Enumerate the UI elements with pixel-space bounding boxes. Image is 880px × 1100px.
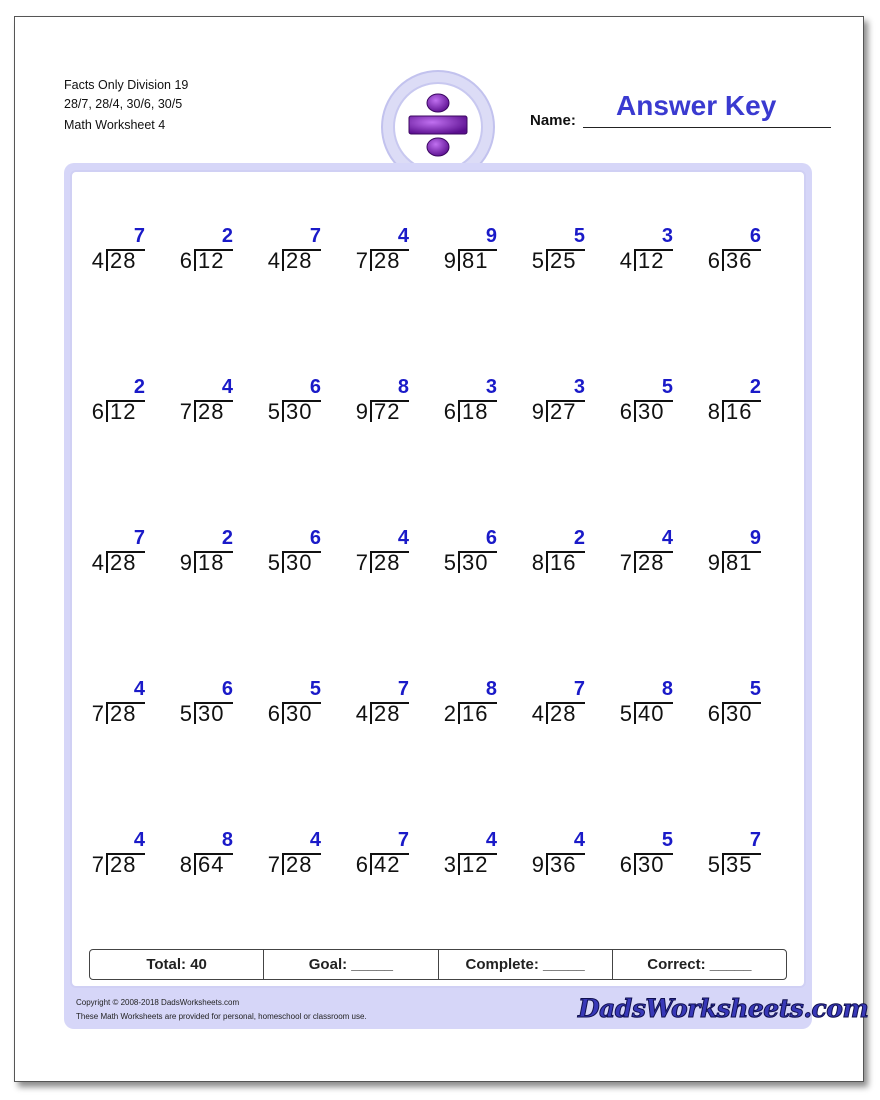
dividend: 42 bbox=[374, 852, 401, 877]
division-problem bbox=[176, 225, 256, 295]
division-problem bbox=[88, 225, 168, 295]
dividend: 28 bbox=[286, 852, 313, 877]
quotient-answer: 4 bbox=[397, 225, 409, 247]
dividend: 12 bbox=[638, 248, 665, 273]
dividend: 12 bbox=[462, 852, 489, 877]
dividend: 27 bbox=[550, 399, 577, 424]
quotient-answer: 8 bbox=[397, 376, 409, 398]
divisor: 5 bbox=[707, 852, 720, 877]
division-problem bbox=[616, 225, 696, 295]
quotient-answer: 7 bbox=[573, 678, 585, 700]
correct-cell: Correct: _____ bbox=[647, 956, 752, 973]
divisor: 4 bbox=[619, 248, 632, 273]
quotient-answer: 7 bbox=[309, 225, 321, 247]
quotient-answer: 5 bbox=[309, 678, 321, 700]
divisor: 6 bbox=[355, 852, 368, 877]
score-bar bbox=[89, 949, 787, 980]
division-problem bbox=[528, 527, 608, 597]
dividend: 28 bbox=[638, 550, 665, 575]
divisor: 6 bbox=[267, 701, 280, 726]
complete-cell: Complete: _____ bbox=[439, 950, 613, 979]
quotient-answer: 6 bbox=[309, 527, 321, 549]
dividend: 30 bbox=[286, 701, 313, 726]
dividend: 64 bbox=[198, 852, 225, 877]
quotient-answer: 8 bbox=[661, 678, 673, 700]
quotient-answer: 6 bbox=[309, 376, 321, 398]
dividend: 28 bbox=[286, 248, 313, 273]
division-problem bbox=[528, 376, 608, 446]
divisor: 7 bbox=[91, 701, 104, 726]
divisor: 4 bbox=[355, 701, 368, 726]
divisor: 6 bbox=[707, 248, 720, 273]
division-problem bbox=[616, 376, 696, 446]
worksheet-facts: 28/7, 28/4, 30/6, 30/5 bbox=[64, 97, 183, 111]
dividend: 16 bbox=[462, 701, 489, 726]
division-problem bbox=[176, 527, 256, 597]
worksheet-number: Math Worksheet 4 bbox=[64, 118, 166, 132]
divisor: 7 bbox=[355, 550, 368, 575]
division-problem bbox=[176, 678, 256, 748]
dividend: 30 bbox=[462, 550, 489, 575]
dividend: 28 bbox=[110, 852, 137, 877]
divisor: 5 bbox=[619, 701, 632, 726]
quotient-answer: 4 bbox=[133, 678, 145, 700]
divisor: 9 bbox=[355, 399, 368, 424]
dividend: 36 bbox=[550, 852, 577, 877]
answer-key-text: Answer Key bbox=[616, 90, 777, 121]
division-problem bbox=[264, 829, 344, 899]
divisor: 5 bbox=[443, 550, 456, 575]
divisor: 7 bbox=[267, 852, 280, 877]
usage-text: These Math Worksheets are provided for personal, homeschool or classroom use. bbox=[76, 1012, 367, 1021]
divisor: 4 bbox=[267, 248, 280, 273]
quotient-answer: 2 bbox=[749, 376, 761, 398]
dividend: 28 bbox=[110, 248, 137, 273]
division-problem bbox=[352, 678, 432, 748]
quotient-answer: 9 bbox=[749, 527, 761, 549]
division-problem bbox=[616, 527, 696, 597]
division-problem bbox=[440, 829, 520, 899]
divisor: 2 bbox=[443, 701, 456, 726]
quotient-answer: 4 bbox=[309, 829, 321, 851]
quotient-answer: 4 bbox=[133, 829, 145, 851]
dividend: 81 bbox=[462, 248, 489, 273]
divisor: 6 bbox=[179, 248, 192, 273]
division-problem bbox=[704, 527, 784, 597]
dividend: 35 bbox=[726, 852, 753, 877]
division-problem bbox=[528, 225, 608, 295]
divisor: 8 bbox=[531, 550, 544, 575]
quotient-answer: 4 bbox=[661, 527, 673, 549]
goal-cell: Goal: _____ bbox=[264, 950, 438, 979]
divisor: 6 bbox=[619, 399, 632, 424]
divisor: 9 bbox=[443, 248, 456, 273]
divisor: 6 bbox=[91, 399, 104, 424]
division-problem bbox=[176, 376, 256, 446]
quotient-answer: 2 bbox=[133, 376, 145, 398]
quotient-answer: 7 bbox=[133, 527, 145, 549]
copyright-text: Copyright © 2008-2018 DadsWorksheets.com bbox=[76, 998, 240, 1007]
divisor: 5 bbox=[267, 550, 280, 575]
divisor: 8 bbox=[707, 399, 720, 424]
quotient-answer: 5 bbox=[661, 829, 673, 851]
division-problem bbox=[352, 376, 432, 446]
divisor: 5 bbox=[179, 701, 192, 726]
quotient-answer: 7 bbox=[397, 678, 409, 700]
quotient-answer: 6 bbox=[221, 678, 233, 700]
division-problem bbox=[88, 376, 168, 446]
quotient-answer: 4 bbox=[485, 829, 497, 851]
divisor: 9 bbox=[707, 550, 720, 575]
dividend: 16 bbox=[726, 399, 753, 424]
dividend: 40 bbox=[638, 701, 665, 726]
dividend: 30 bbox=[726, 701, 753, 726]
dividend: 30 bbox=[286, 399, 313, 424]
division-problem bbox=[616, 678, 696, 748]
divisor: 9 bbox=[531, 399, 544, 424]
divisor: 5 bbox=[267, 399, 280, 424]
dividend: 18 bbox=[198, 550, 225, 575]
division-problem bbox=[88, 527, 168, 597]
division-problem bbox=[88, 829, 168, 899]
division-problem bbox=[352, 527, 432, 597]
quotient-answer: 8 bbox=[221, 829, 233, 851]
division-problem bbox=[616, 829, 696, 899]
division-problem bbox=[440, 225, 520, 295]
dividend: 25 bbox=[550, 248, 577, 273]
division-problem bbox=[264, 678, 344, 748]
divisor: 3 bbox=[443, 852, 456, 877]
dividend: 28 bbox=[110, 550, 137, 575]
divisor: 9 bbox=[179, 550, 192, 575]
dividend: 28 bbox=[374, 550, 401, 575]
quotient-answer: 9 bbox=[485, 225, 497, 247]
dividend: 36 bbox=[726, 248, 753, 273]
quotient-answer: 6 bbox=[749, 225, 761, 247]
division-problem bbox=[176, 829, 256, 899]
division-problem bbox=[352, 829, 432, 899]
division-problem bbox=[264, 527, 344, 597]
divisor: 7 bbox=[355, 248, 368, 273]
brand-logo: DadsWorksheets.com bbox=[578, 994, 869, 1023]
total-cell: Total: 40 bbox=[90, 950, 264, 979]
division-problem bbox=[440, 376, 520, 446]
divisor: 6 bbox=[707, 701, 720, 726]
divisor: 5 bbox=[531, 248, 544, 273]
dividend: 16 bbox=[550, 550, 577, 575]
quotient-answer: 7 bbox=[749, 829, 761, 851]
worksheet-title: Facts Only Division 19 bbox=[64, 78, 189, 92]
quotient-answer: 7 bbox=[133, 225, 145, 247]
quotient-answer: 8 bbox=[485, 678, 497, 700]
quotient-answer: 2 bbox=[573, 527, 585, 549]
divisor: 6 bbox=[443, 399, 456, 424]
dividend: 30 bbox=[638, 399, 665, 424]
quotient-answer: 3 bbox=[485, 376, 497, 398]
division-problem bbox=[352, 225, 432, 295]
dividend: 28 bbox=[374, 701, 401, 726]
quotient-answer: 4 bbox=[397, 527, 409, 549]
divisor: 4 bbox=[531, 701, 544, 726]
division-problem bbox=[704, 376, 784, 446]
divisor: 9 bbox=[531, 852, 544, 877]
dividend: 30 bbox=[286, 550, 313, 575]
quotient-answer: 3 bbox=[661, 225, 673, 247]
dividend: 81 bbox=[726, 550, 753, 575]
name-label: Name: bbox=[530, 112, 576, 129]
division-problem bbox=[264, 376, 344, 446]
division-problem bbox=[704, 678, 784, 748]
divisor: 8 bbox=[179, 852, 192, 877]
dividend: 72 bbox=[374, 399, 401, 424]
dividend: 28 bbox=[550, 701, 577, 726]
divisor: 7 bbox=[91, 852, 104, 877]
quotient-answer: 5 bbox=[749, 678, 761, 700]
quotient-answer: 7 bbox=[397, 829, 409, 851]
quotient-answer: 5 bbox=[573, 225, 585, 247]
name-line bbox=[583, 127, 831, 128]
division-problem bbox=[528, 829, 608, 899]
divisor: 7 bbox=[619, 550, 632, 575]
quotient-answer: 5 bbox=[661, 376, 673, 398]
quotient-answer: 4 bbox=[573, 829, 585, 851]
divisor: 7 bbox=[179, 399, 192, 424]
divisor: 4 bbox=[91, 248, 104, 273]
quotient-answer: 4 bbox=[221, 376, 233, 398]
dividend: 28 bbox=[374, 248, 401, 273]
division-sign-icon bbox=[395, 84, 481, 170]
dividend: 12 bbox=[198, 248, 225, 273]
divisor: 6 bbox=[619, 852, 632, 877]
dividend: 18 bbox=[462, 399, 489, 424]
division-problem bbox=[264, 225, 344, 295]
division-problem bbox=[528, 678, 608, 748]
quotient-answer: 2 bbox=[221, 527, 233, 549]
dividend: 28 bbox=[110, 701, 137, 726]
divisor: 4 bbox=[91, 550, 104, 575]
division-problem bbox=[440, 527, 520, 597]
division-problem bbox=[704, 225, 784, 295]
quotient-answer: 2 bbox=[221, 225, 233, 247]
dividend: 30 bbox=[638, 852, 665, 877]
division-problem bbox=[704, 829, 784, 899]
dividend: 28 bbox=[198, 399, 225, 424]
dividend: 30 bbox=[198, 701, 225, 726]
division-problem bbox=[88, 678, 168, 748]
dividend: 12 bbox=[110, 399, 137, 424]
division-problem bbox=[440, 678, 520, 748]
quotient-answer: 6 bbox=[485, 527, 497, 549]
quotient-answer: 3 bbox=[573, 376, 585, 398]
